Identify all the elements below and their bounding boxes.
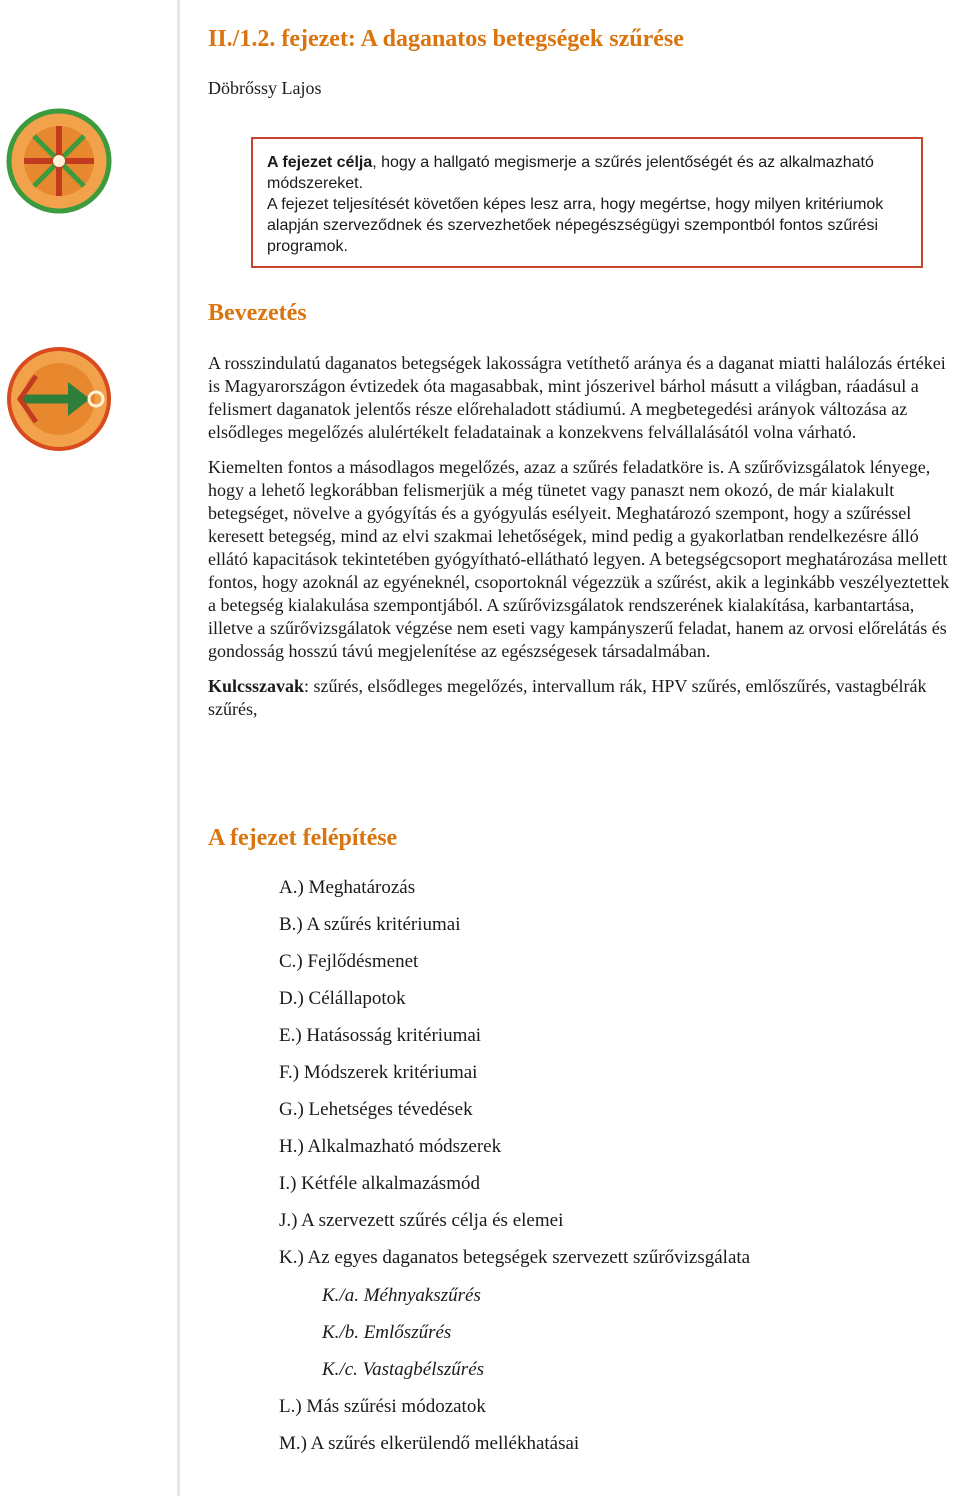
chapter-goal-box: [251, 137, 923, 268]
outline-subitem: K./a. Méhnyakszűrés: [322, 1284, 481, 1306]
chapter-outline: [279, 876, 750, 1469]
outline-item: A.) Meghatározás: [279, 877, 416, 898]
chapter-title: II./1.2. fejezet: A daganatos betegségek szűrése: [208, 26, 684, 52]
outline-item: H.) Alkalmazható módszerek: [279, 1136, 502, 1158]
outline-item: M.) A szűrés elkerülendő mellékhatásai: [279, 1432, 580, 1454]
author-name: Döbrőssy Lajos: [208, 78, 322, 98]
keywords-list: : szűrés, elsődleges megelőzés, intervallum rák, HPV szűrés, emlőszűrés, vastagbélrák szűrés,: [208, 676, 927, 719]
goal-line-1-rest: , hogy a hallgató megismerje a szűrés jelentőségét és az alkalmazható módszereket.: [267, 154, 874, 192]
outline-item: D.) Célállapotok: [279, 988, 406, 1010]
target-arrows-icon: [6, 108, 112, 214]
outline-item: F.) Módszerek kritériumai: [279, 1062, 478, 1084]
structure-heading: A fejezet felépítése: [208, 825, 398, 851]
intro-heading: Bevezetés: [208, 300, 307, 326]
keywords-paragraph: [208, 675, 960, 721]
keywords-label: Kulcsszavak: [208, 676, 305, 696]
goal-line-1: [267, 152, 907, 194]
outline-item: C.) Fejlődésmenet: [279, 951, 419, 973]
intro-paragraph-1: A rosszindulatú daganatos betegségek lakosságra vetíthető aránya és a daganat miatti halálozás értékei is Magyarországon évtizedek óta magasabbak, mint jószerivel bárhol másutt a világban, ráadásul a felismert daganatok jelentős része előrehaladott stádiumú. A megbetegedési arányok változása az elsődleges megelőzés alulértékelt feladatainak a konzekvens felvállalásától volna várható.: [208, 353, 946, 442]
margin-rule: [177, 0, 180, 1496]
outline-item: L.) Más szűrési módozatok: [279, 1395, 486, 1417]
intro-text: [208, 352, 960, 733]
outline-item: G.) Lehetséges tévedések: [279, 1099, 473, 1121]
goal-line-2: A fejezet teljesítését követően képes lesz arra, hogy megértse, hogy milyen kritériumok alapján szerveződnek és szervezhetőek népegészségügyi szempontból fontos szűrési programok.: [267, 196, 884, 255]
outline-item: B.) A szűrés kritériumai: [279, 914, 461, 936]
outline-subitem: K./b. Emlőszűrés: [322, 1321, 452, 1343]
goal-lead: A fejezet célja: [267, 154, 373, 171]
outline-item: K.) Az egyes daganatos betegségek szervezett szűrővizsgálata: [279, 1247, 751, 1269]
outline-item: J.) A szervezett szűrés célja és elemei: [279, 1210, 564, 1232]
outline-item: I.) Kétféle alkalmazásmód: [279, 1173, 480, 1195]
intro-paragraph-2: Kiemelten fontos a másodlagos megelőzés, azaz a szűrés feladatköre is. A szűrővizsgálatok lényege, hogy a lehető legkorábban felismerjük a még tünetet vagy panaszt nem okozó, de már kialakult betegséget, növelve a gyógyítás és a gyógyulás esélyeit. Meghatározó szempont, hogy a szűréssel keresett betegség, mind az elvi szakmai lehetőségek, mind pedig a gyakorlatban rendelkezésre álló ellátó kapacitások tekintetében gyógyítható-ellátható legyen. A betegségcsoport meghatározása mellett fontos, hogy azoknál az egyéneknél, csoportoknál végezzük a szűrést, akik a leginkább veszélyeztettek a betegség kialakulása szempontjából. A szűrővizsgálatok rendszerének kialakítása, karbantartása, illetve a szűrővizsgálatok végzése nem eseti vagy kampányszerű feladat, hanem az orvosi előrelátás és gondosság hosszú távú megjelenítése az egészségesek társadalmában.: [208, 457, 950, 661]
outline-item: E.) Hatásosság kritériumai: [279, 1025, 482, 1047]
outline-subitem: K./c. Vastagbélszűrés: [322, 1358, 485, 1380]
arrow-circle-icon: [6, 346, 112, 452]
